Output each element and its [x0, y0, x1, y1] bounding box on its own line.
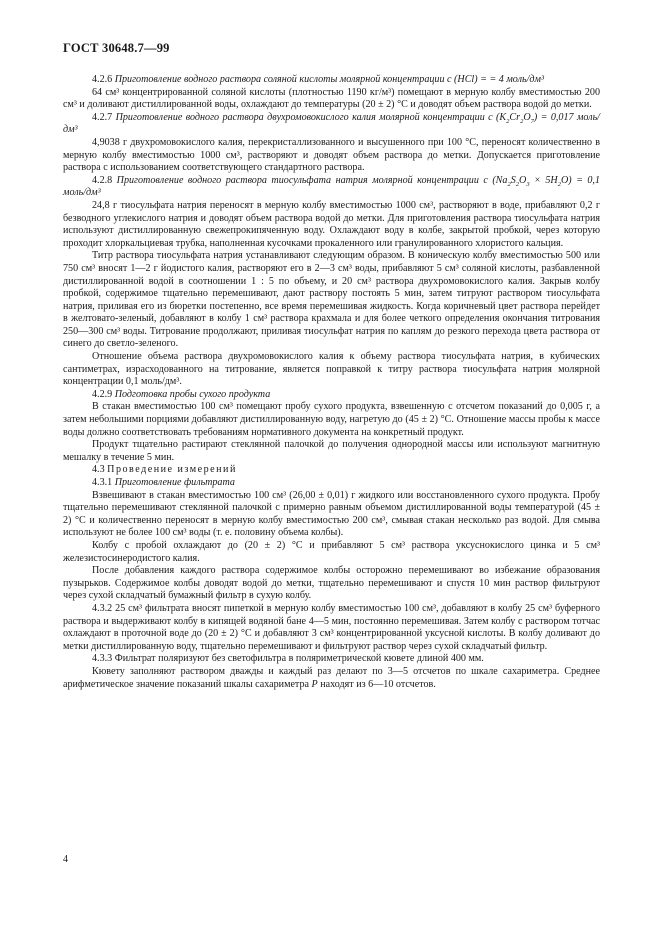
section-4-2-8-heading — [63, 175, 600, 200]
paragraph-text: Фильтрат поляризуют без светофильтра в поляриметрической кювете длиной 400 мм. — [114, 653, 484, 665]
paragraph: В стакан вместимостью 100 см³ помещают пробу сухого продукта, взвешенную с отсчетом показаний до 0,005 г, а затем небольшими порциями добавляют дистиллированную воду, нагретую до (45 ± 2) °С. Отношение массы пробы к массе воды должно соответствовать требованиям нормативного документа на конкретный продукт. — [63, 401, 600, 438]
section-4-2-6-heading — [63, 74, 600, 87]
section-4-2-9-heading — [63, 389, 600, 402]
paragraph: Кювету заполняют раствором дважды и каждый раз делают по 3—5 отсчетов по шкале сахариметра. Среднее арифметическое значение показаний шкалы сахариметра Р находят из 6—10 отсчетов. — [63, 665, 600, 690]
section-number: 4.2.7 — [92, 111, 113, 123]
section-4-3-heading — [63, 464, 600, 477]
paragraph: Продукт тщательно растирают стеклянной палочкой до получения однородной массы или используют магнитную мешалку в течение 5 мин. — [63, 439, 600, 463]
section-title: Приготовление водного раствора тиосульфата натрия молярной концентрации с $(Na_2S_2O_3 \times 5H_2O) = 0,1$ моль/дм³ — [63, 174, 600, 199]
section-title: Подготовка пробы сухого продукта — [114, 388, 271, 400]
section-4-3-3-paragraph — [63, 653, 600, 666]
section-title: Приготовление водного раствора соляной кислоты молярной концентрации с (HCl) = = 4 моль/дм³ — [114, 74, 544, 85]
paragraph: 24,8 г тиосульфата натрия переносят в мерную колбу вместимостью 1000 см³, растворяют в воде, прибавляют 0,2 г безводного углекислого натрия и доводят объем раствора водой до метки. Для приготовления раствора тиосульфата натрия используют дистиллированную свежепрокипяченную воду. Охлаждают воду в колбе, закрытой пробкой, через которую проходит хлоркальциевая трубка, наполненная кусочками прокаленного или гранулированного хлористого кальция. — [63, 199, 600, 249]
section-title: Приготовление фильтрата — [114, 477, 235, 488]
paragraph: Взвешивают в стакан вместимостью 100 см³ (26,00 ± 0,01) г жидкого или восстановленного сухого продукта. Пробу тщательно перемешивают стеклянной палочкой с примерно равным объемом дистиллированной воды температурой (45 ± 2) °С и количественно переносят в мерную колбу вместимостью 200 см³, смывая стакан несколько раз водой. Для смыва используют не более 100 см³ воды (т. е. половину объема колбы). — [63, 489, 600, 539]
section-number: 4.2.6 — [92, 74, 113, 85]
paragraph: Отношение объема раствора двухромовокислого калия к объему раствора тиосульфата натрия, в кубических сантиметрах, израсходованного на титрование, является поправкой к титру раствора тиосульфата натрия молярной концентрации 0,1 моль/дм³. — [63, 351, 600, 388]
section-title: Приготовление водного раствора двухромовокислого калия молярной концентрации с $(K_2Cr_2O_7) = 0,017$ моль/дм³ — [63, 111, 600, 136]
paragraph-text: 25 см³ фильтрата вносят пипеткой в мерную колбу вместимостью 100 см³, добавляют в колбу 25 см³ буферного раствора и выдерживают колбу в кипящей водяной бане 4—5 мин, постоянно перемешивая. Затем колбу с раствором тотчас охлаждают в проточной воде до (20 ± 2) °С и добавляют 3 см³ концентрированной уксусной кислоты. В колбу доливают до метки дистиллированную воду, тщательно перемешивают и фильтруют раствор через сухой складчатый фильтр. — [63, 602, 600, 652]
section-number: 4.3.3 — [92, 653, 113, 665]
page-number: 4 — [63, 854, 68, 865]
paragraph: 4,9038 г двухромовокислого калия, перекристаллизованного и высушенного при 100 °С, переносят количественно в мерную колбу вместимостью 1000 см³, растворяют и доводят объем раствора до метки. Допускается приготовление раствора с использованием соответствующего стандартного раствора. — [63, 136, 600, 174]
section-4-3-2-paragraph — [63, 603, 600, 653]
paragraph: После добавления каждого раствора содержимое колбы осторожно перемешивают во избежание образования пузырьков. Содержимое колбы доводят водой до метки, тщательно перемешивают и спустя 10 мин раствор фильтруют через сухой складчатый бумажный фильтр в сухую колбу. — [63, 565, 600, 602]
section-number: 4.3.2 — [92, 602, 113, 614]
paragraph: Титр раствора тиосульфата натрия устанавливают следующим образом. В коническую колбу вместимостью 500 или 750 см³ вносят 1—2 г йодистого калия, растворяют его в 2—3 см³ воды, прибавляют 5 см³ соляной кислоты, разбавленной дистиллированной водой в соотношении 1 : 5 по объему, и 20 см³ раствора двухромовокислого калия. Закрыв колбу пробкой, содержимое тщательно перемешивают, дают раствору постоять 5 мин, затем титруют раствором тиосульфата натрия, приливая его из бюретки постепенно, все время перемешивая жидкость. Когда коричневый цвет раствора перейдет в желтовато-зеленый, добавляют в колбу 1 см³ раствора крахмала и для более четкого определения окончания титрования 250—300 см³ воды. Титрование продолжают, приливая тиосульфат натрия по каплям до резкого перехода цвета раствора от синего до светло-зеленого. — [63, 250, 600, 350]
section-number: 4.3 — [92, 464, 105, 476]
section-4-2-7-heading — [63, 112, 600, 137]
standard-header: ГОСТ 30648.7—99 — [63, 41, 170, 55]
variable-p: Р — [311, 678, 318, 690]
section-title: Проведение измерений — [107, 464, 237, 476]
document-body — [63, 74, 600, 691]
paragraph: Колбу с пробой охлаждают до (20 ± 2) °С и прибавляют 5 см³ раствора уксуснокислого цинка и 5 см³ железистосинеродистого калия. — [63, 539, 600, 564]
section-number: 4.2.9 — [92, 388, 113, 400]
section-number: 4.3.1 — [92, 477, 113, 488]
section-number: 4.2.8 — [92, 174, 113, 186]
paragraph: 64 см³ концентрированной соляной кислоты (плотностью 1190 кг/м³) помещают в мерную колбу вместимостью 200 см³ и доливают дистиллированной воды, охлаждают до температуры (20 ± 2) °С и доводят объем раствора водой до метки. — [63, 86, 600, 111]
section-4-3-1-heading — [63, 477, 600, 490]
